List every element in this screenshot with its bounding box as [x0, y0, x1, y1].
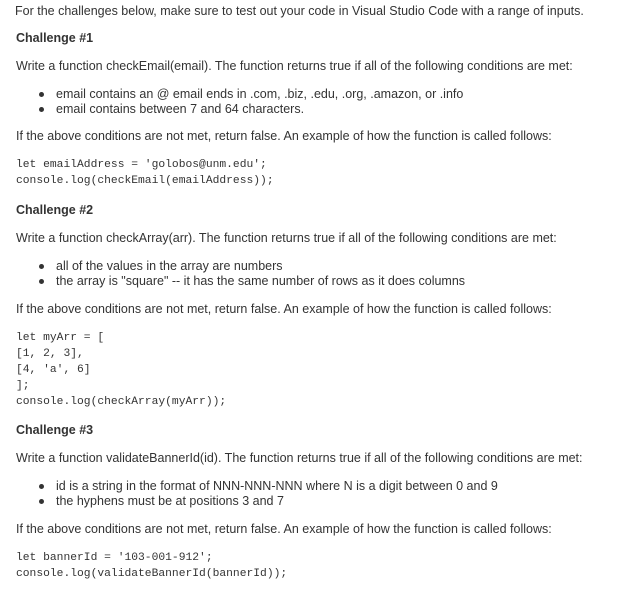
bullet-text: the array is "square" -- it has the same number of rows as it does columns [56, 274, 466, 288]
intro-text: For the challenges below, make sure to test out your code in Visual Studio Code with a range of inputs. [15, 4, 584, 18]
challenge-2-code-line-5: console.log(checkArray(myArr)); [16, 396, 227, 408]
challenge-3-code-line-2: console.log(validateBannerId(bannerId)); [16, 568, 288, 580]
challenge-2-heading: Challenge #2 [16, 203, 94, 217]
bullet-text: email contains between 7 and 64 characters. [56, 102, 305, 116]
challenge-1-code-line-2: console.log(checkEmail(emailAddress)); [16, 175, 274, 187]
bullet-text: the hyphens must be at positions 3 and 7 [56, 494, 284, 508]
challenge-3-code-line-1: let bannerId = '103-001-912'; [16, 552, 213, 564]
bullet-icon [39, 484, 44, 489]
challenge-2-code-line-4: ]; [16, 380, 30, 392]
challenge-1-heading: Challenge #1 [16, 31, 94, 45]
bullet-icon [39, 92, 44, 97]
bullet-text: id is a string in the format of NNN-NNN-NNN where N is a digit between 0 and 9 [56, 479, 498, 493]
bullet-icon [39, 264, 44, 269]
bullet-icon [39, 499, 44, 504]
challenge-3-description: Write a function validateBannerId(id). The function returns true if all of the following conditions are met: [16, 451, 583, 465]
challenge-1-otherwise: If the above conditions are not met, return false. An example of how the function is called follows: [16, 129, 552, 143]
bullet-icon [39, 107, 44, 112]
bullet-icon [39, 279, 44, 284]
challenge-2-description: Write a function checkArray(arr). The function returns true if all of the following conditions are met: [16, 231, 557, 245]
challenge-2-code-line-2: [1, 2, 3], [16, 348, 84, 360]
challenge-2-otherwise: If the above conditions are not met, return false. An example of how the function is called follows: [16, 302, 552, 316]
challenge-1-description: Write a function checkEmail(email). The function returns true if all of the following conditions are met: [16, 59, 573, 73]
bullet-text: all of the values in the array are numbers [56, 259, 283, 273]
challenge-2-code-line-3: [4, 'a', 6] [16, 364, 91, 376]
bullet-text: email contains an @ email ends in .com, .biz, .edu, .org, .amazon, or .info [56, 87, 464, 101]
challenge-2-code-line-1: let myArr = [ [16, 332, 105, 344]
challenge-1-code-line-1: let emailAddress = 'golobos@unm.edu'; [16, 159, 267, 171]
challenge-3-otherwise: If the above conditions are not met, return false. An example of how the function is called follows: [16, 522, 552, 536]
challenge-3-heading: Challenge #3 [16, 423, 94, 437]
